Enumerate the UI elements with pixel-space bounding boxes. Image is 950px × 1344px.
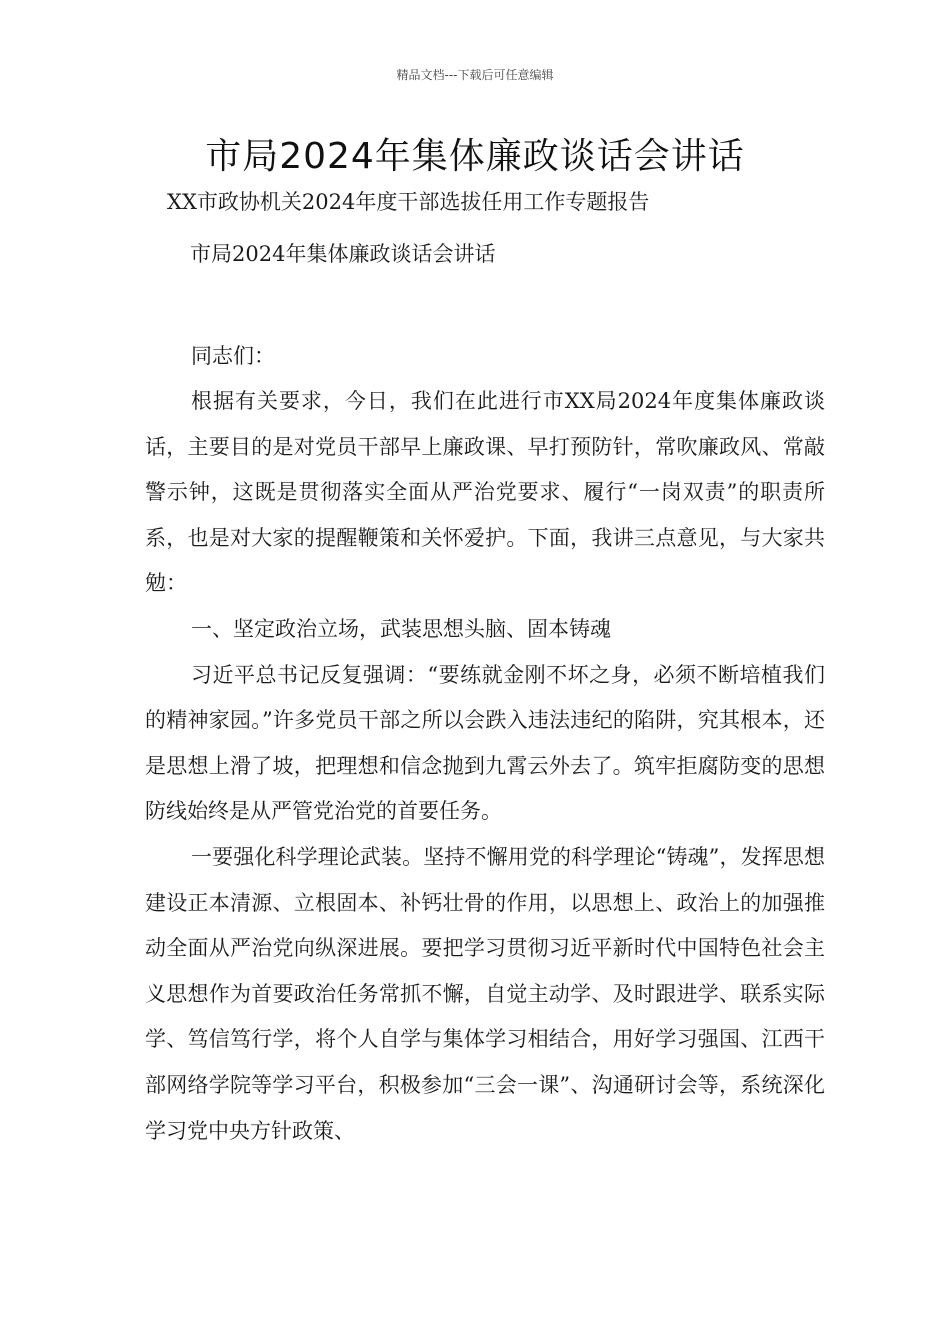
subtitle-repeat: 市局2024年集体廉政谈话会讲话 bbox=[190, 242, 496, 266]
paragraph-theory: 一要强化科学理论武装。坚持不懈用党的科学理论“铸魂”，发挥思想建设正本清源、立根固本、补钙壮骨的作用，以思想上、政治上的加强推动全面从严治党向纵深进展。要把学习贯彻习近平新时代中国特色社会主义思想作为首要政治任务常抓不懈，自觉主动学、及时跟进学、联系实际学、笃信笃行学，将个人自学与集体学习相结合，用好学习强国、江西干部网络学院等学习平台，积极参加“三会一课”、沟通研讨会等，系统深化学习党中央方针政策、 bbox=[145, 844, 825, 1143]
paragraph-quote: 习近平总书记反复强调：“要练就金刚不坏之身，必须不断培植我们的精神家园。”许多党员干部之所以会跌入违法违纪的陷阱，究其根本，还是思想上滑了坡，把理想和信念抛到九霄云外去了。筑牢拒腐防变的思想防线始终是从严管党治党的首要任务。 bbox=[145, 662, 825, 824]
section-heading-1: 一、坚定政治立场，武装思想头脑、固本铸魂 bbox=[191, 616, 611, 641]
subtitle: XX市政协机关2024年度干部选拔任用工作专题报告 bbox=[167, 190, 650, 214]
body-text bbox=[145, 379, 825, 1154]
header-note: 精品文档---下载后可任意编辑 bbox=[396, 68, 554, 82]
page-title: 市局2024年集体廉政谈话会讲话 bbox=[205, 136, 745, 177]
greeting-block bbox=[145, 334, 825, 380]
paragraph-intro: 根据有关要求，今日，我们在此进行市XX局2024年度集体廉政谈话，主要目的是对党员干部早上廉政课、早打预防针，常吹廉政风、常敲警示钟，这既是贯彻落实全面从严治党要求、履行“一岗双责”的职责所系，也是对大家的提醒鞭策和关怀爱护。下面，我讲三点意见，与大家共勉： bbox=[145, 389, 825, 596]
greeting: 同志们： bbox=[191, 344, 275, 368]
